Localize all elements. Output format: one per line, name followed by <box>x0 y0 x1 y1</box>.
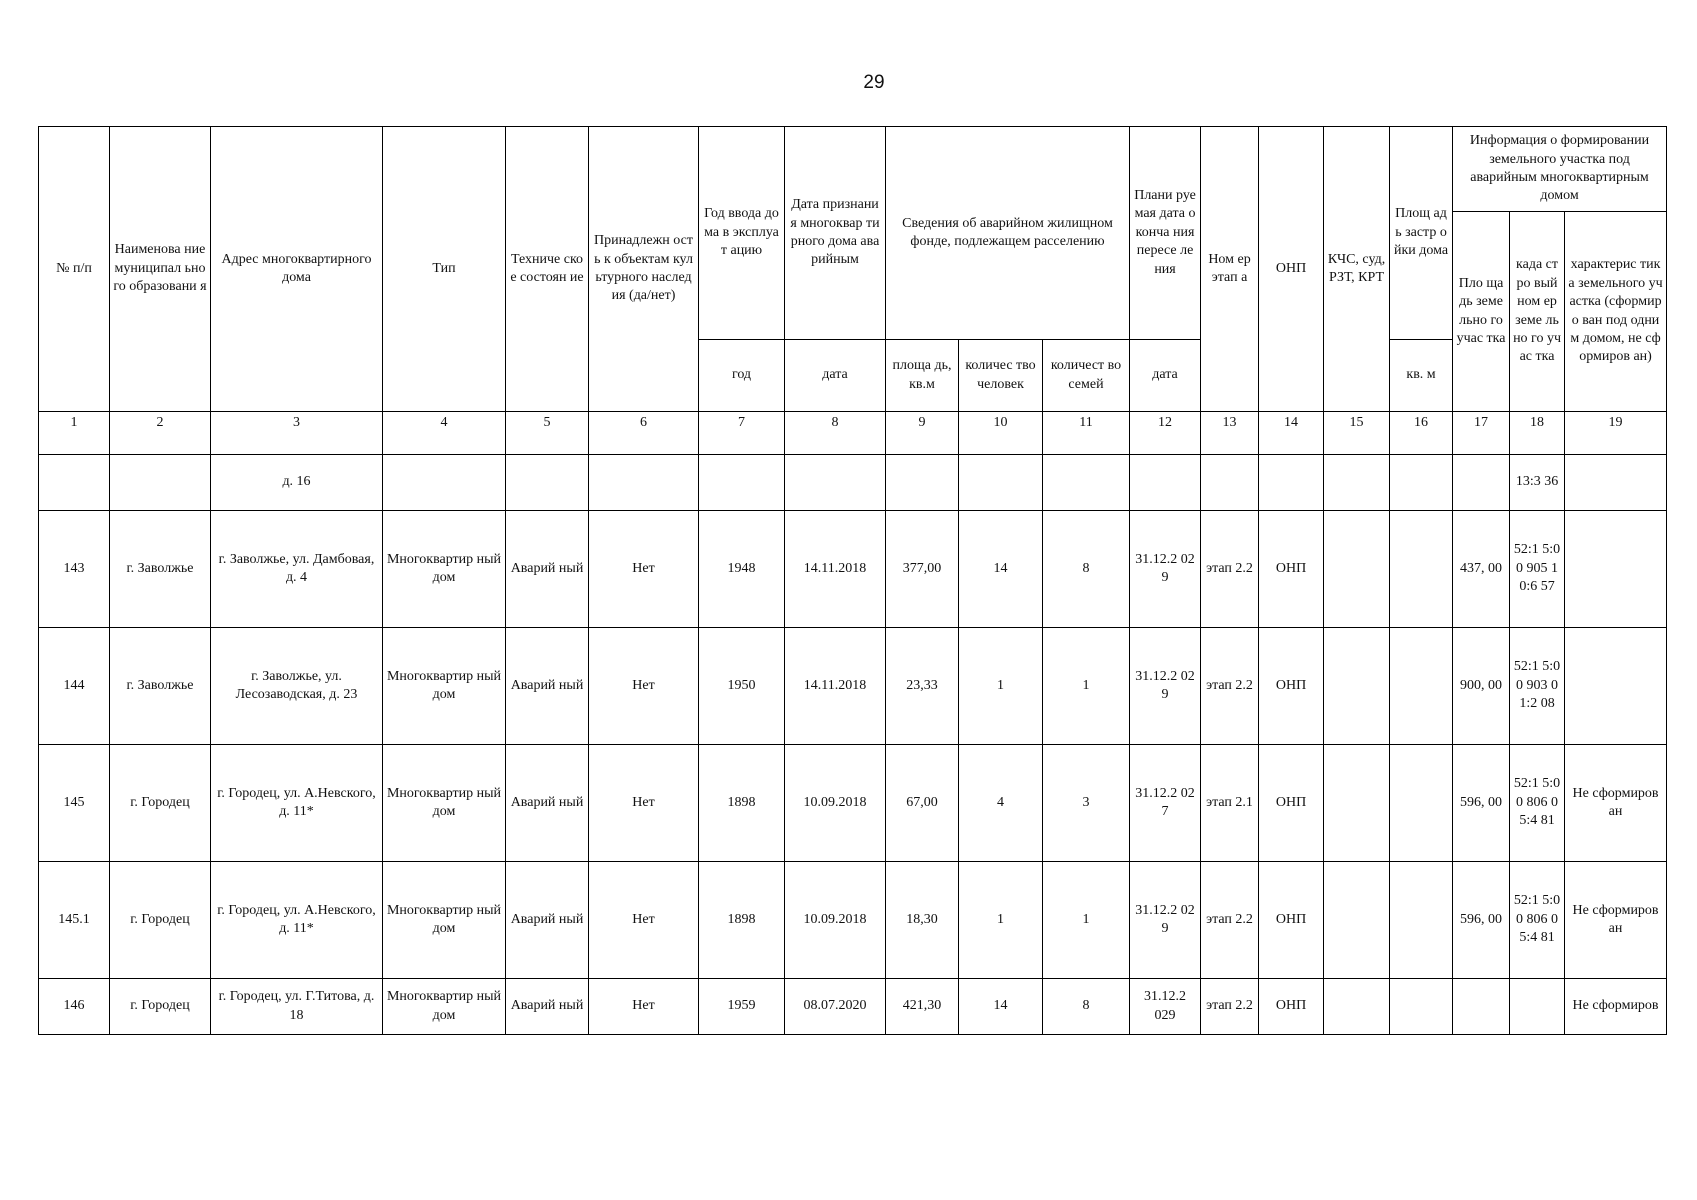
col-number: 16 <box>1390 412 1453 455</box>
row-number <box>39 455 110 511</box>
table-row <box>39 628 1667 745</box>
row-built-area <box>1390 511 1453 628</box>
row-onp: ОНП <box>1259 511 1324 628</box>
row-stage: этап 2.2 <box>1201 628 1259 745</box>
header-type: Тип <box>383 127 506 412</box>
row-kchs <box>1324 862 1390 979</box>
row-number: 146 <box>39 979 110 1035</box>
table-row <box>39 979 1667 1035</box>
row-type: Многоквартир ный дом <box>383 979 506 1035</box>
table-row <box>39 862 1667 979</box>
row-stage: этап 2.2 <box>1201 979 1259 1035</box>
row-planned-date: 31.12.2 029 <box>1130 862 1201 979</box>
row-area: 377,00 <box>886 511 959 628</box>
row-built-area <box>1390 745 1453 862</box>
row-municipality <box>110 455 211 511</box>
page-number: 29 <box>863 72 885 93</box>
row-area: 67,00 <box>886 745 959 862</box>
row-tech-state: Аварий ный <box>506 862 589 979</box>
row-municipality: г. Городец <box>110 745 211 862</box>
row-cadastral: 52:1 5:00 806 05:4 81 <box>1510 862 1565 979</box>
row-people: 14 <box>959 511 1043 628</box>
row-land-area <box>1453 455 1510 511</box>
header-sub-area: площа дь, кв.м <box>886 340 959 412</box>
row-kchs <box>1324 455 1390 511</box>
row-onp: ОНП <box>1259 979 1324 1035</box>
header-land-char: характерис тика земельного участка (сформиро ван под одним домом, не сформиров ан) <box>1565 212 1667 412</box>
row-tech-state <box>506 455 589 511</box>
row-municipality: г. Городец <box>110 862 211 979</box>
col-number: 2 <box>110 412 211 455</box>
row-heritage: Нет <box>589 979 699 1035</box>
row-address: г. Городец, ул. Г.Титова, д. 18 <box>211 979 383 1035</box>
row-families: 8 <box>1043 979 1130 1035</box>
col-number: 10 <box>959 412 1043 455</box>
row-stage <box>1201 455 1259 511</box>
row-planned-date: 31.12.2 029 <box>1130 979 1201 1035</box>
row-land-char <box>1565 628 1667 745</box>
row-planned-date: 31.12.2 029 <box>1130 511 1201 628</box>
row-heritage: Нет <box>589 628 699 745</box>
row-people <box>959 455 1043 511</box>
row-families: 3 <box>1043 745 1130 862</box>
header-address: Адрес многоквартирного дома <box>211 127 383 412</box>
row-land-area: 437, 00 <box>1453 511 1510 628</box>
col-number: 7 <box>699 412 785 455</box>
row-address: г. Заволжье, ул. Дамбовая, д. 4 <box>211 511 383 628</box>
row-land-area: 900, 00 <box>1453 628 1510 745</box>
row-type <box>383 455 506 511</box>
row-area: 23,33 <box>886 628 959 745</box>
col-number: 13 <box>1201 412 1259 455</box>
header-planned-date: Плани руемая дата оконча ния пересе ления <box>1130 127 1201 340</box>
col-number: 1 <box>39 412 110 455</box>
table-row <box>39 745 1667 862</box>
table-row <box>39 455 1667 511</box>
row-planned-date: 31.12.2 029 <box>1130 628 1201 745</box>
header-municipality: Наименова ние муниципал ьного образовани я <box>110 127 211 412</box>
row-heritage: Нет <box>589 745 699 862</box>
row-land-char <box>1565 511 1667 628</box>
row-area <box>886 455 959 511</box>
row-tech-state: Аварий ный <box>506 745 589 862</box>
row-heritage <box>589 455 699 511</box>
row-onp: ОНП <box>1259 745 1324 862</box>
row-land-char: Не сформиров ан <box>1565 862 1667 979</box>
row-cadastral <box>1510 979 1565 1035</box>
header-recognition-date: Дата признания многоквар тирного дома аварийным <box>785 127 886 340</box>
row-heritage: Нет <box>589 862 699 979</box>
row-planned-date <box>1130 455 1201 511</box>
row-address: г. Заволжье, ул. Лесозаводская, д. 23 <box>211 628 383 745</box>
row-kchs <box>1324 979 1390 1035</box>
row-built-area <box>1390 455 1453 511</box>
row-municipality: г. Заволжье <box>110 511 211 628</box>
row-kchs <box>1324 745 1390 862</box>
row-built-area <box>1390 862 1453 979</box>
header-cadastral: када стро вый ном ер земе льно го учас тка <box>1510 212 1565 412</box>
row-year: 1898 <box>699 745 785 862</box>
row-area: 421,30 <box>886 979 959 1035</box>
row-number: 145.1 <box>39 862 110 979</box>
row-cadastral: 52:1 5:00 905 10:6 57 <box>1510 511 1565 628</box>
col-number: 4 <box>383 412 506 455</box>
header-tech-state: Техниче ское состоян ие <box>506 127 589 412</box>
row-stage: этап 2.1 <box>1201 745 1259 862</box>
header-stage: Ном ер этап а <box>1201 127 1259 412</box>
row-date: 14.11.2018 <box>785 628 886 745</box>
row-people: 4 <box>959 745 1043 862</box>
col-number: 9 <box>886 412 959 455</box>
table-row <box>39 511 1667 628</box>
row-date: 14.11.2018 <box>785 511 886 628</box>
row-kchs <box>1324 511 1390 628</box>
row-onp: ОНП <box>1259 628 1324 745</box>
col-number: 6 <box>589 412 699 455</box>
row-year: 1959 <box>699 979 785 1035</box>
row-address: г. Городец, ул. А.Невского, д. 11* <box>211 745 383 862</box>
row-families: 1 <box>1043 862 1130 979</box>
row-area: 18,30 <box>886 862 959 979</box>
row-onp: ОНП <box>1259 862 1324 979</box>
row-land-char <box>1565 455 1667 511</box>
row-cadastral: 52:1 5:00 903 01:2 08 <box>1510 628 1565 745</box>
header-land-info: Информация о формировании земельного участка под аварийным многоквартирным домом <box>1453 127 1667 212</box>
col-number: 12 <box>1130 412 1201 455</box>
row-people: 1 <box>959 862 1043 979</box>
row-date: 08.07.2020 <box>785 979 886 1035</box>
col-number: 8 <box>785 412 886 455</box>
col-number: 14 <box>1259 412 1324 455</box>
row-planned-date: 31.12.2 027 <box>1130 745 1201 862</box>
row-type: Многоквартир ный дом <box>383 628 506 745</box>
row-stage: этап 2.2 <box>1201 862 1259 979</box>
emergency-housing-table <box>38 126 1667 1035</box>
row-type: Многоквартир ный дом <box>383 745 506 862</box>
row-number: 145 <box>39 745 110 862</box>
header-built-area: Площ адь застр ойки дома <box>1390 127 1453 340</box>
row-onp <box>1259 455 1324 511</box>
row-cadastral: 52:1 5:00 806 05:4 81 <box>1510 745 1565 862</box>
header-emergency-fund: Сведения об аварийном жилищном фонде, подлежащем расселению <box>886 127 1130 340</box>
row-date: 10.09.2018 <box>785 862 886 979</box>
row-people: 1 <box>959 628 1043 745</box>
row-tech-state: Аварий ный <box>506 628 589 745</box>
row-land-area: 596, 00 <box>1453 745 1510 862</box>
row-year: 1950 <box>699 628 785 745</box>
row-families: 8 <box>1043 511 1130 628</box>
row-number: 144 <box>39 628 110 745</box>
row-land-area: 596, 00 <box>1453 862 1510 979</box>
row-land-char: Не сформиров <box>1565 979 1667 1035</box>
row-year <box>699 455 785 511</box>
row-families <box>1043 455 1130 511</box>
row-municipality: г. Заволжье <box>110 628 211 745</box>
header-sub-year: год <box>699 340 785 412</box>
row-built-area <box>1390 628 1453 745</box>
header-year-built: Год ввода дома в эксплуат ацию <box>699 127 785 340</box>
header-kchs: КЧС, суд, РЗТ, КРТ <box>1324 127 1390 412</box>
col-number: 19 <box>1565 412 1667 455</box>
row-address: д. 16 <box>211 455 383 511</box>
row-number: 143 <box>39 511 110 628</box>
header-sub-people: количес тво человек <box>959 340 1043 412</box>
col-number: 15 <box>1324 412 1390 455</box>
col-number: 17 <box>1453 412 1510 455</box>
row-land-char: Не сформиров ан <box>1565 745 1667 862</box>
row-heritage: Нет <box>589 511 699 628</box>
row-people: 14 <box>959 979 1043 1035</box>
row-municipality: г. Городец <box>110 979 211 1035</box>
col-number: 3 <box>211 412 383 455</box>
row-date: 10.09.2018 <box>785 745 886 862</box>
header-heritage: Принадлежн ость к объектам культурного наследия (да/нет) <box>589 127 699 412</box>
row-land-area <box>1453 979 1510 1035</box>
row-year: 1898 <box>699 862 785 979</box>
row-kchs <box>1324 628 1390 745</box>
header-sub-plan-date: дата <box>1130 340 1201 412</box>
row-type: Многоквартир ный дом <box>383 511 506 628</box>
row-date <box>785 455 886 511</box>
row-type: Многоквартир ный дом <box>383 862 506 979</box>
row-stage: этап 2.2 <box>1201 511 1259 628</box>
row-built-area <box>1390 979 1453 1035</box>
header-land-area: Пло щадь земе льно го учас тка <box>1453 212 1510 412</box>
row-address: г. Городец, ул. А.Невского, д. 11* <box>211 862 383 979</box>
col-number: 18 <box>1510 412 1565 455</box>
header-sub-families: количест во семей <box>1043 340 1130 412</box>
row-year: 1948 <box>699 511 785 628</box>
col-number: 5 <box>506 412 589 455</box>
header-sub-built-unit: кв. м <box>1390 340 1453 412</box>
row-families: 1 <box>1043 628 1130 745</box>
header-num: № п/п <box>39 127 110 412</box>
header-onp: ОНП <box>1259 127 1324 412</box>
row-cadastral: 13:3 36 <box>1510 455 1565 511</box>
row-tech-state: Аварий ный <box>506 511 589 628</box>
row-tech-state: Аварий ный <box>506 979 589 1035</box>
col-number: 11 <box>1043 412 1130 455</box>
header-sub-date: дата <box>785 340 886 412</box>
